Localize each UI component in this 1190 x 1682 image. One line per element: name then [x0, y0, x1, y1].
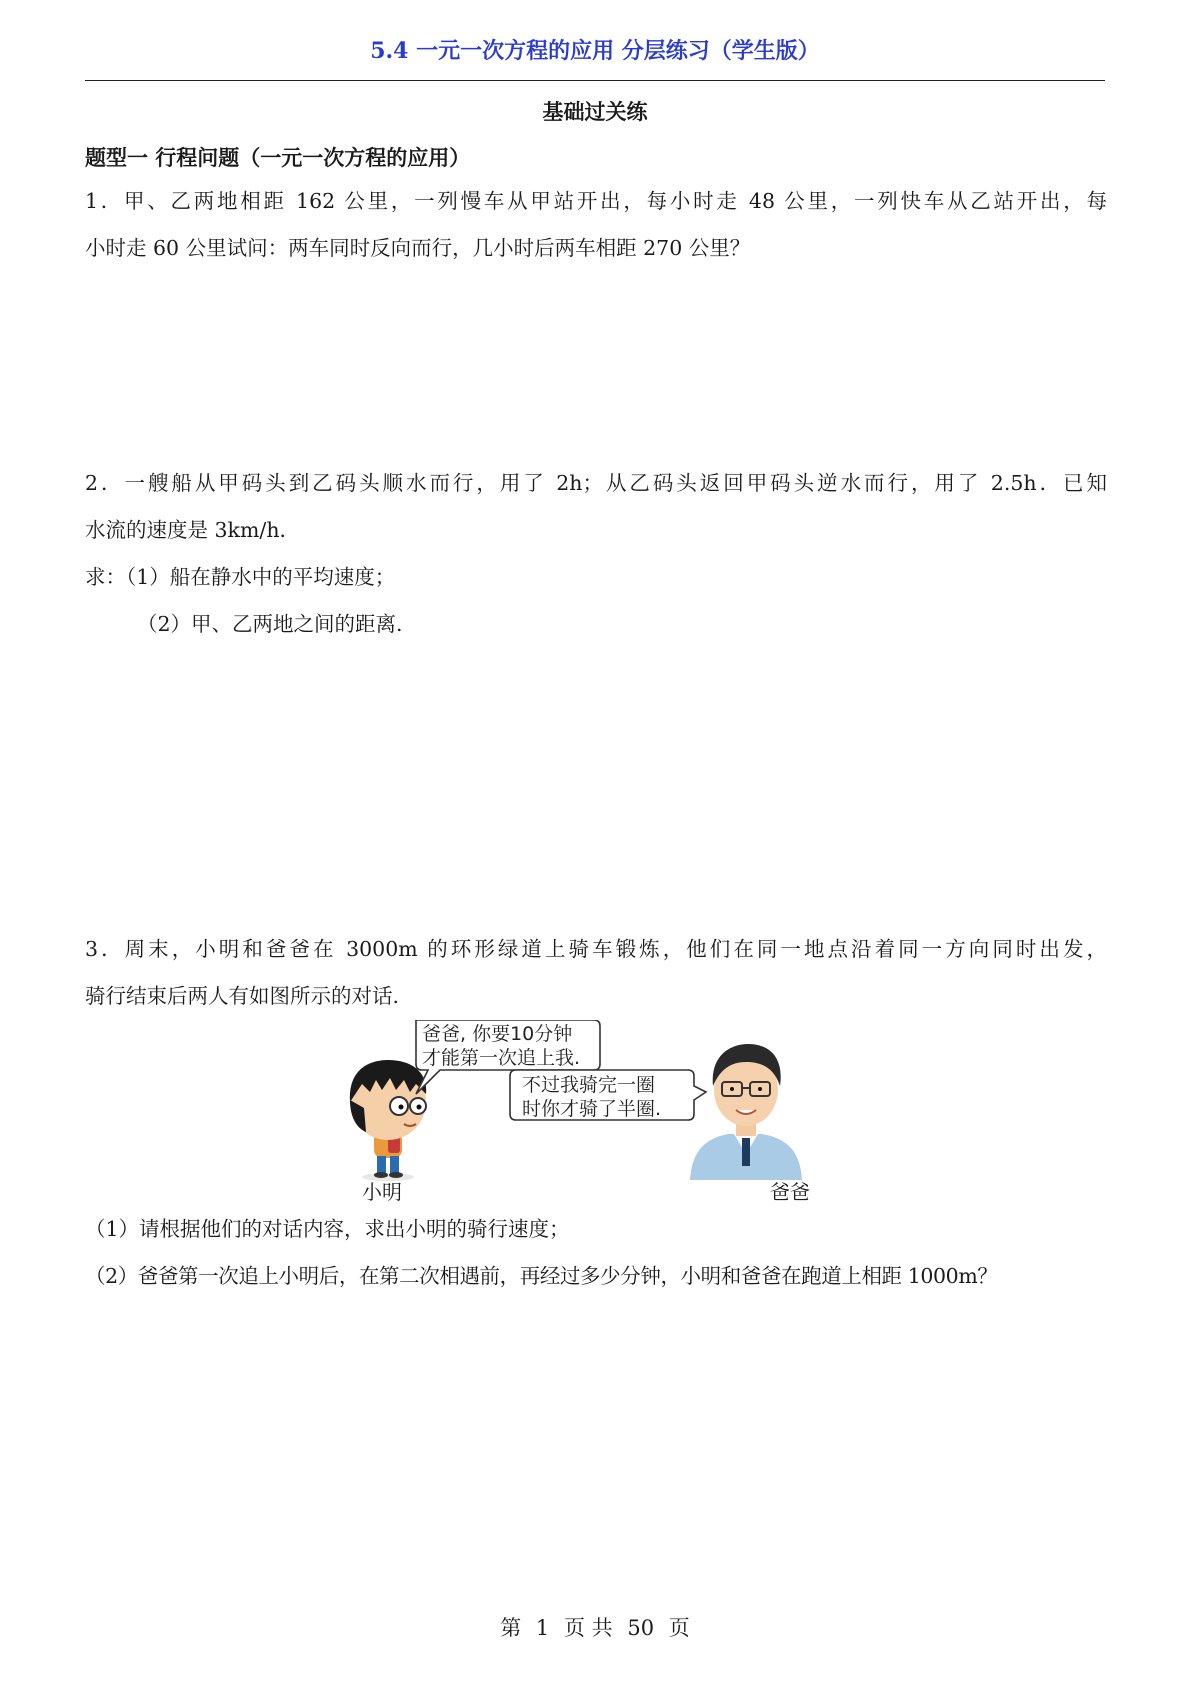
question-2-line-1: 2．一艘船从甲码头到乙码头顺水而行，用了 2h；从乙码头返回甲码头逆水而行，用了 2.5h．已知 [85, 471, 1107, 495]
header-divider [85, 80, 1105, 81]
xiaoming-bubble-line-2: 才能第一次追上我. [422, 1047, 581, 1069]
question-2-line-4: （2）甲、乙两地之间的距离. [137, 612, 403, 636]
footer-mid: 页 共 [563, 1616, 613, 1640]
question-1-line-1: 1．甲、乙两地相距 162 公里，一列慢车从甲站开出，每小时走 48 公里，一列快车从乙站开出，每 [85, 189, 1107, 213]
footer-suffix: 页 [668, 1616, 690, 1640]
footer-page-total: 50 [627, 1616, 655, 1640]
question-1-line-2: 小时走 60 公里试问：两车同时反向而行，几小时后两车相距 270 公里？ [85, 236, 751, 260]
dad-bubble-line-1: 不过我骑完一圈 [522, 1074, 656, 1096]
question-3 [85, 926, 1107, 1020]
xiaoming-bubble-line-1: 爸爸, 你要10分钟 [422, 1023, 573, 1045]
page-title: 5.4 一元一次方程的应用 分层练习（学生版） [370, 38, 820, 64]
dad-bubble-line-2: 时你才骑了半圈. [522, 1098, 662, 1120]
question-3-line-2: 骑行结束后两人有如图所示的对话. [85, 984, 400, 1008]
question-type-heading: 题型一 行程问题（一元一次方程的应用） [85, 145, 471, 170]
footer-page-number: 1 [535, 1616, 550, 1640]
xiaoming-label: 小明 [362, 1180, 402, 1204]
dialogue-illustration [330, 1020, 870, 1200]
footer-prefix: 第 [500, 1616, 522, 1640]
question-3-part-1: （1）请根据他们的对话内容，求出小明的骑行速度； [85, 1217, 570, 1241]
question-3-line-1: 3．周末，小明和爸爸在 3000m 的环形绿道上骑车锻炼，他们在同一地点沿着同一方向同时出发， [85, 937, 1107, 961]
question-2-line-2: 水流的速度是 3km/h． [85, 518, 301, 542]
question-2-line-3: 求：（1）船在静水中的平均速度； [85, 565, 396, 589]
question-2 [85, 460, 1107, 648]
question-3-part-2: （2）爸爸第一次追上小明后，在第二次相遇前，再经过多少分钟，小明和爸爸在跑道上相距 1000m？ [85, 1264, 998, 1288]
page-footer [0, 1612, 1190, 1642]
dad-speech-bubble [510, 1070, 706, 1120]
dad-figure [690, 1044, 802, 1180]
question-3-parts [85, 1206, 1107, 1300]
xiaoming-figure [350, 1060, 426, 1181]
question-1 [85, 178, 1107, 272]
dad-label: 爸爸 [770, 1180, 810, 1204]
section-title: 基础过关练 [542, 99, 648, 124]
